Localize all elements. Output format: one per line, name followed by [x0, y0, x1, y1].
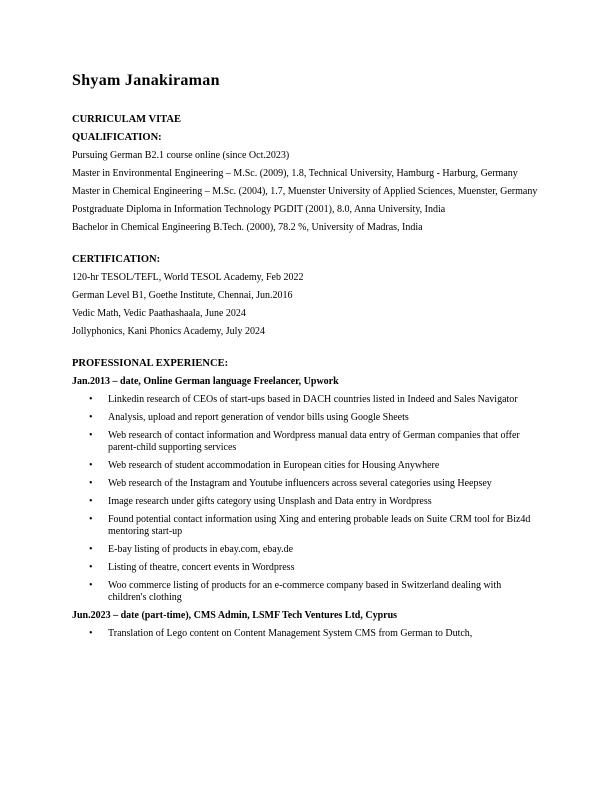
- certification-list: [72, 272, 542, 338]
- certification-heading: CERTIFICATION:: [72, 254, 161, 265]
- job-bullet-list: [72, 628, 542, 640]
- list-item: [72, 544, 542, 556]
- qualification-list: [72, 150, 542, 234]
- certification-item: German Level B1, Goethe Institute, Chennai, Jun.2016: [72, 290, 293, 301]
- bullet-text: Web research of student accommodation in European cities for Housing Anywhere: [108, 460, 440, 471]
- certification-item: 120-hr TESOL/TEFL, World TESOL Academy, Feb 2022: [72, 272, 304, 283]
- bullet-icon: •: [89, 460, 93, 471]
- bullet-icon: •: [89, 496, 93, 507]
- bullet-text: E-bay listing of products in ebay.com, ebay.de: [108, 544, 294, 555]
- list-item: [72, 460, 542, 472]
- list-item: [72, 412, 542, 424]
- bullet-text: Linkedin research of CEOs of start-ups based in DACH countries listed in Indeed and Sales Navigator: [108, 394, 518, 405]
- bullet-icon: •: [89, 478, 93, 489]
- bullet-icon: •: [89, 430, 93, 441]
- list-item: [72, 394, 542, 406]
- cv-title: CURRICULAM VITAE: [72, 114, 181, 125]
- qualification-heading: QUALIFICATION:: [72, 132, 162, 143]
- list-item: [72, 514, 542, 538]
- qualification-item: Postgraduate Diploma in Information Technology PGDIT (2001), 8.0, Anna University, India: [72, 204, 446, 215]
- bullet-text: Analysis, upload and report generation of vendor bills using Google Sheets: [108, 412, 409, 423]
- bullet-text: Found potential contact information using Xing and entering probable leads on Suite CRM tool for Biz4d mentoring start-up: [108, 514, 531, 537]
- bullet-icon: •: [89, 514, 93, 525]
- bullet-text: Web research of contact information and Wordpress manual data entry of German companies that offer parent-child supporting services: [108, 430, 520, 453]
- experience-heading: PROFESSIONAL EXPERIENCE:: [72, 358, 229, 369]
- bullet-text: Image research under gifts category using Unsplash and Data entry in Wordpress: [108, 496, 432, 507]
- bullet-text: Translation of Lego content on Content Management System CMS from German to Dutch,: [108, 628, 473, 639]
- bullet-text: Woo commerce listing of products for an e-commerce company based in Switzerland dealing with children's clothing: [108, 580, 502, 603]
- list-item: [72, 562, 542, 574]
- list-item: [72, 496, 542, 508]
- list-item: [72, 430, 542, 454]
- qualification-item: Master in Environmental Engineering – M.Sc. (2009), 1.8, Technical University, Hamburg - Harburg, Germany: [72, 168, 518, 179]
- qualification-item: Master in Chemical Engineering – M.Sc. (2004), 1.7, Muenster University of Applied Sciences, Muenster, Germany: [72, 186, 538, 197]
- job-title: Jun.2023 – date (part-time), CMS Admin, LSMF Tech Ventures Ltd, Cyprus: [72, 610, 398, 621]
- job-bullet-list: [72, 394, 542, 604]
- qualification-item: Pursuing German B2.1 course online (since Oct.2023): [72, 150, 290, 161]
- list-item: [72, 628, 542, 640]
- bullet-icon: •: [89, 580, 93, 591]
- bullet-text: Listing of theatre, concert events in Wordpress: [108, 562, 295, 573]
- candidate-name: Shyam Janakiraman: [72, 72, 220, 89]
- certification-item: Jollyphonics, Kani Phonics Academy, July 2024: [72, 326, 265, 337]
- bullet-text: Web research of the Instagram and Youtube influencers across several categories using Heepsey: [108, 478, 492, 489]
- certification-item: Vedic Math, Vedic Paathashaala, June 2024: [72, 308, 246, 319]
- list-item: [72, 580, 542, 604]
- section-gap: [72, 344, 542, 358]
- qualification-item: Bachelor in Chemical Engineering B.Tech. (2000), 78.2 %, University of Madras, India: [72, 222, 423, 233]
- job-title: Jan.2013 – date, Online German language Freelancer, Upwork: [72, 376, 339, 387]
- resume-body: [72, 114, 542, 646]
- bullet-icon: •: [89, 412, 93, 423]
- list-item: [72, 478, 542, 490]
- bullet-icon: •: [89, 394, 93, 405]
- bullet-icon: •: [89, 562, 93, 573]
- bullet-icon: •: [89, 544, 93, 555]
- section-gap: [72, 240, 542, 254]
- bullet-icon: •: [89, 628, 93, 639]
